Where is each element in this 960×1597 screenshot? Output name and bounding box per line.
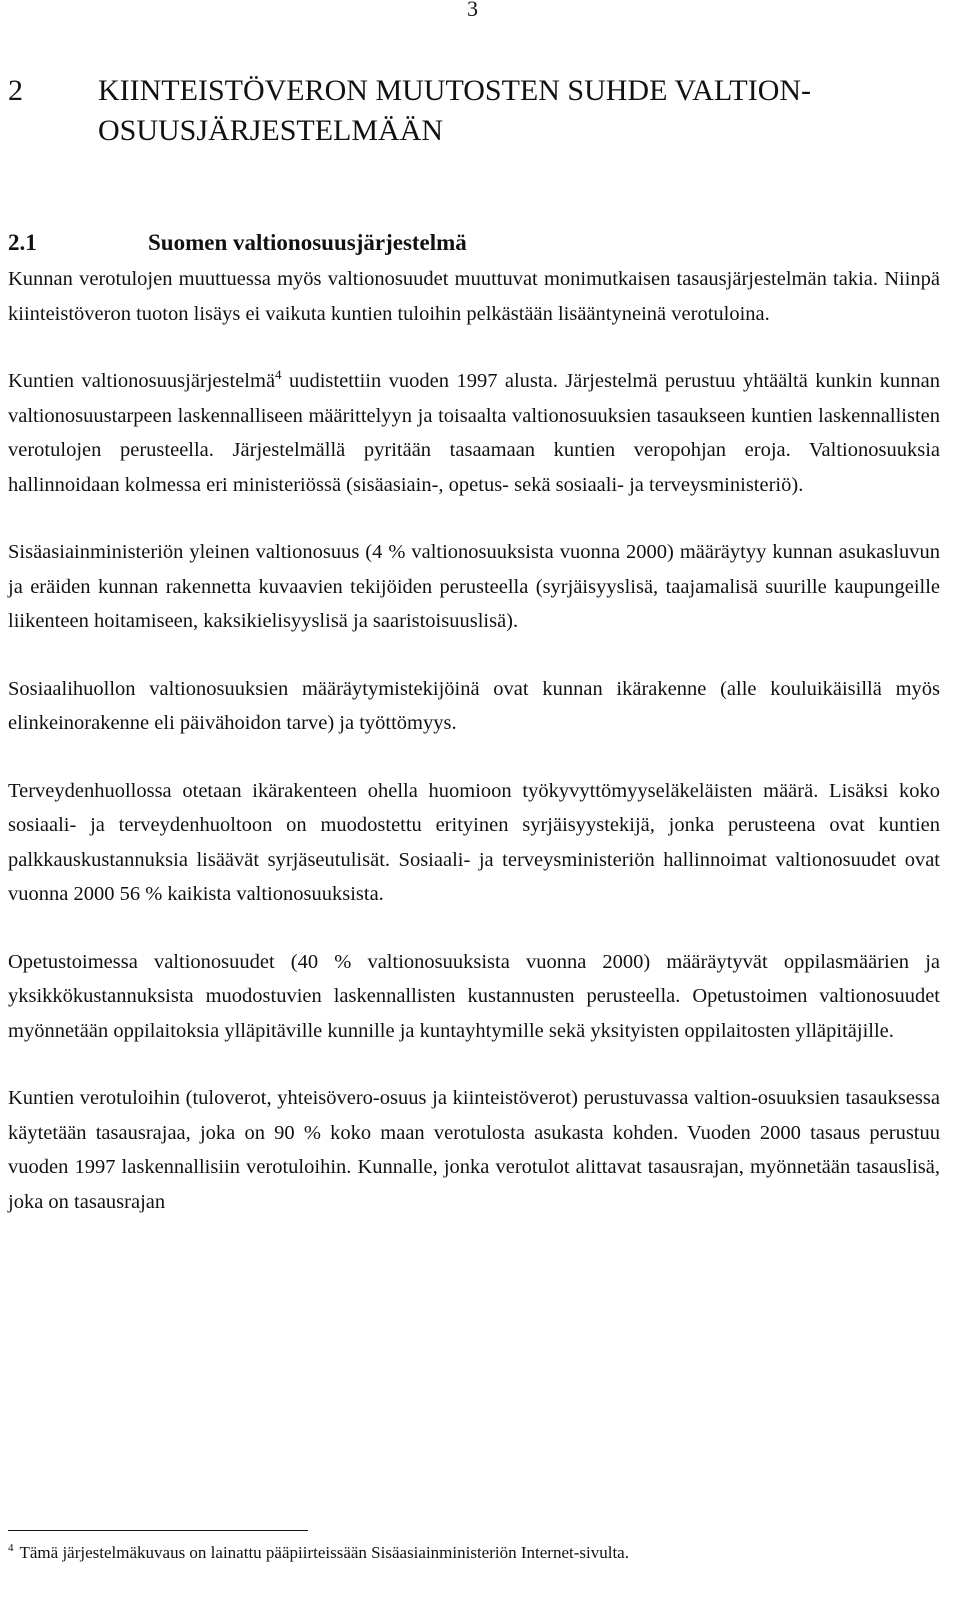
section-heading <box>8 228 467 258</box>
footnote-text: Tämä järjestelmäkuvaus on lainattu pääpiirteissään Sisäasiainministeriön Internet-sivulta. <box>19 1543 629 1562</box>
paragraph-system <box>8 364 940 502</box>
footnote-marker: 4 <box>8 1542 14 1554</box>
paragraph-system-body: Järjestelmä perustuu yhtäältä kunkin kunnan valtionosuustarpeen laskennalliseen määrittelyyn ja toisaalta valtionosuuksien tasaukseen kuntien laskennallisten verotulojen perusteella. Järjestelmällä pyritään tasaamaan kuntien veropohjan eroja. Valtionosuuksia hallinnoidaan kolmessa eri ministeriössä (sisäasiain-, opetus- sekä sosiaali- ja terveysministeriö). <box>8 370 940 496</box>
section-number: 2.1 <box>8 230 37 255</box>
paragraph-interior-ministry: Sisäasiainministeriön yleinen valtionosuus (4 % valtionosuuksista vuonna 2000) määräytyy kunnan asukasluvun ja eräiden kunnan rakennetta kuvaavien tekijöiden perusteella (syrjäisyyslisä, taajamalisä suurille kaupungeille liikenteen hoitamiseen, kaksikielisyyslisä ja saaristoisuuslisä). <box>8 541 940 632</box>
paragraph-intro: Kunnan verotulojen muuttuessa myös valtionosuudet muuttuvat monimutkaisen tasausjärjestelmän takia. Niinpä kiinteistöveron tuoton lisäys ei vaikuta kuntien tuloihin pelkästään lisääntyneinä verotuloina. <box>8 268 940 325</box>
section-title: Suomen valtionosuusjärjestelmä <box>148 230 467 255</box>
paragraph-education: Opetustoimessa valtionosuudet (40 % valtionosuuksista vuonna 2000) määräytyvät oppilasmäärien ja yksikkökustannuksista muodostuvien laskennallisten kustannusten perusteella. Opetustoimen valtionosuudet myönnetään oppilaitoksia ylläpitäville kunnille ja kuntayhtymille sekä yksityisten oppilaitosten ylläpitäjille. <box>8 950 940 1042</box>
paragraph-health-care: Terveydenhuollossa otetaan ikärakenteen ohella huomioon työkyvyttömyyseläkeläisten määrä. Lisäksi koko sosiaali- ja terveydenhuoltoon on muodostettu erityinen syrjäisyystekijä, jonka perusteena ovat kuntien palkkauskustannuksia lisäävät syrjäseutulisät. Sosiaali- ja terveysministeriön hallinnoimat valtionosuudet ovat vuonna 2000 56 % kaikista valtionosuuksista. <box>8 779 940 905</box>
chapter-title: KIINTEISTÖVERON MUUTOSTEN SUHDE VALTION-OSUUSJÄRJESTELMÄÄN <box>98 74 812 147</box>
reform-text-before: Kuntien valtionosuusjärjestelmä <box>8 370 276 392</box>
paragraph-equalisation: Kuntien verotuloihin (tuloverot, yhteisövero-osuus ja kiinteistöverot) perustuvassa valtion-osuuksien tasauksessa käytetään tasausrajaa, joka on 90 % koko maan verotulosta asukasta kohden. Vuoden 2000 tasaus perustuu vuoden 1997 laskennallisiin verotuloihin. Kunnalle, jonka verotulot alittavat tasausrajan, myönnetään tasauslisä, joka on tasausrajan <box>8 1087 940 1213</box>
paragraph-social-care: Sosiaalihuollon valtionosuuksien määräytymistekijöinä ovat kunnan ikärakenne (alle kouluikäisillä myös elinkeinorakenne eli päivähoidon tarve) ja työttömyys. <box>8 677 940 734</box>
footnote-reference[interactable]: 4 <box>275 367 282 382</box>
chapter-heading <box>8 71 938 151</box>
page-number: 3 <box>467 0 478 21</box>
footnote-divider <box>8 1530 308 1531</box>
body-text <box>8 262 940 1219</box>
chapter-number: 2 <box>8 74 23 107</box>
reform-text-after: uudistettiin vuoden 1997 alusta. <box>281 370 566 392</box>
footnote <box>8 1541 629 1565</box>
